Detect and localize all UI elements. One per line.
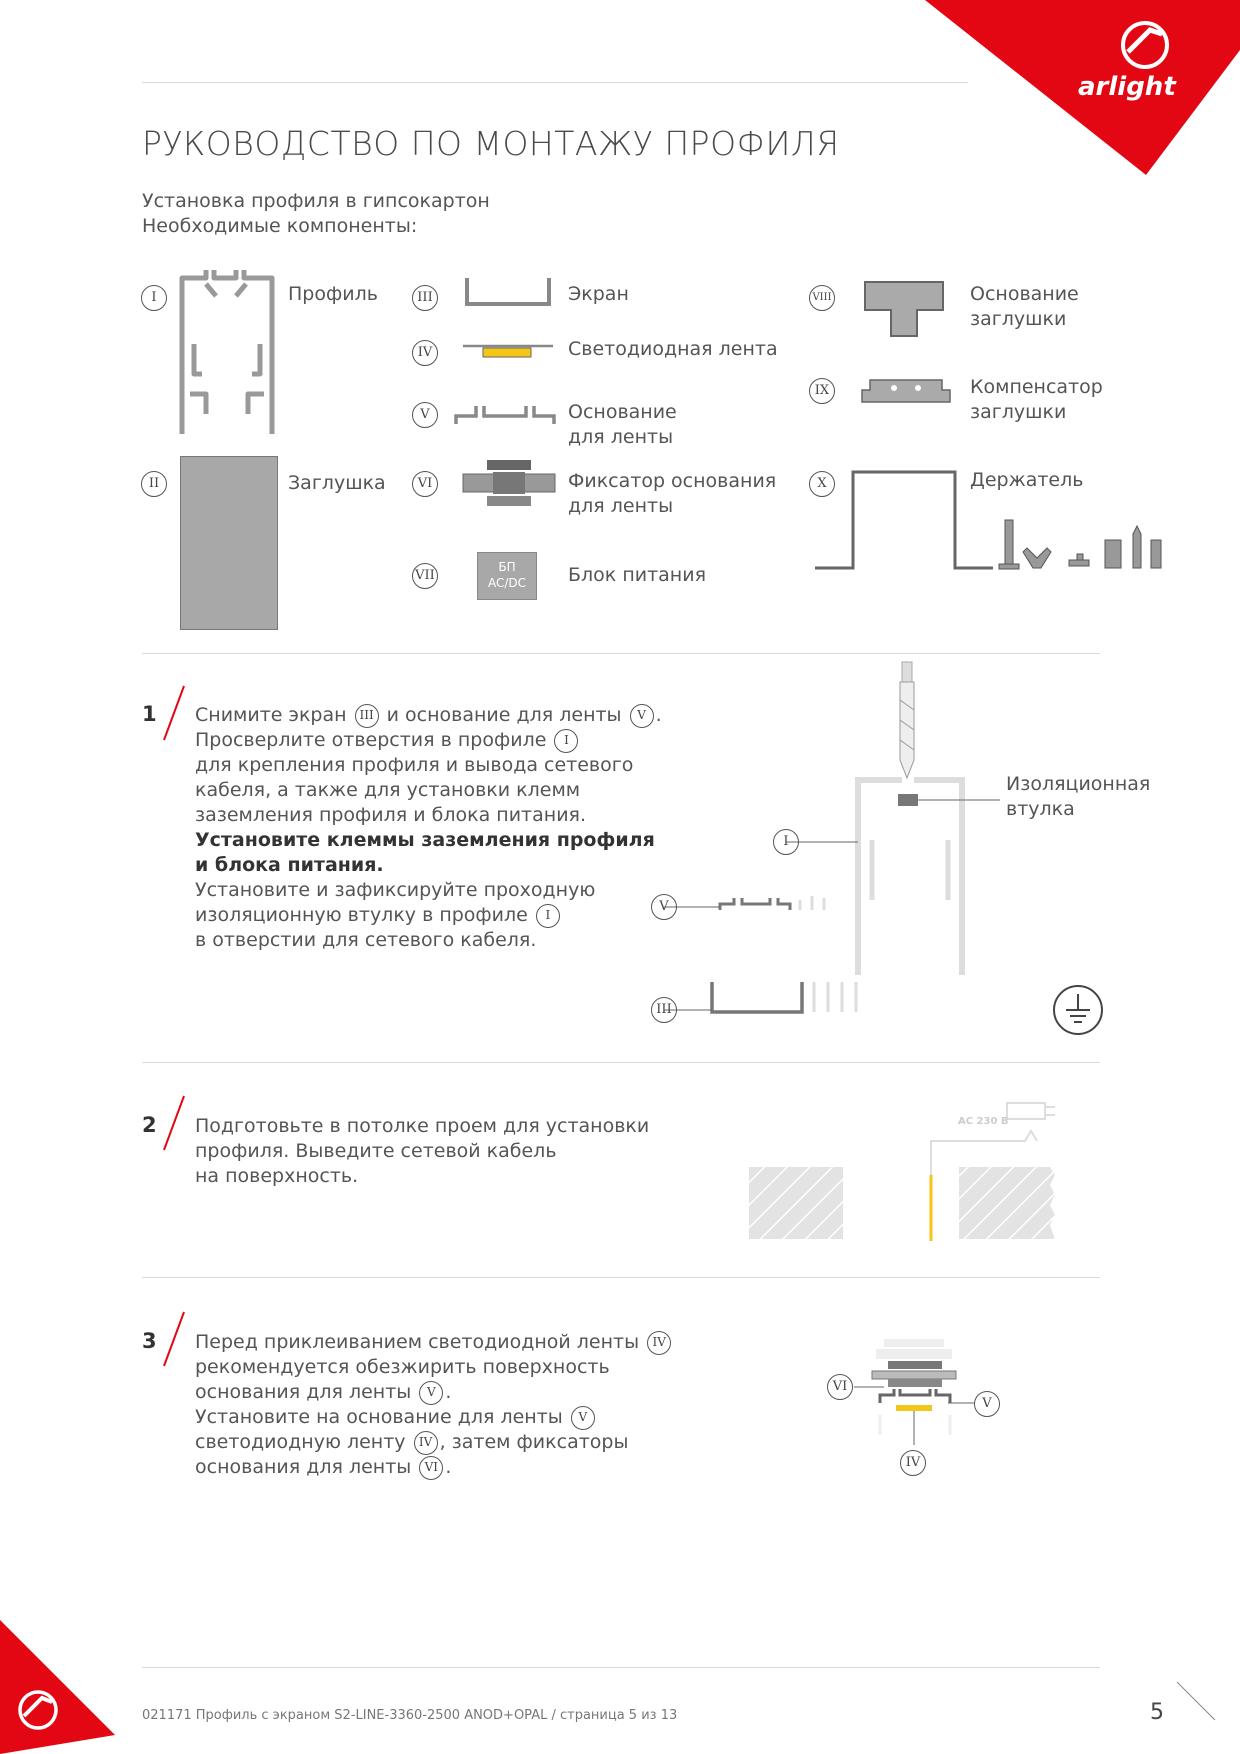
page-number: 5: [1150, 1700, 1164, 1725]
label-strip-base-2: для ленты: [568, 426, 674, 448]
step-3-line-4: Установите на основание для ленты: [195, 1406, 563, 1428]
badge-viii: VIII: [809, 285, 835, 311]
power-supply-icon: [477, 552, 537, 600]
label-compensator-1: Компенсатор: [970, 376, 1103, 398]
top-divider: [142, 82, 968, 83]
badge-v: V: [412, 402, 438, 428]
badge-vii: VII: [412, 563, 438, 589]
divider-3: [142, 1277, 1100, 1278]
profile-icon: [176, 264, 286, 439]
badge-vi: VI: [412, 471, 438, 497]
label-fixator-1: Фиксатор основания: [568, 470, 777, 492]
end-cap-icon: [180, 456, 278, 630]
ref-badge-v-3: V: [571, 1406, 595, 1430]
step-1-diagram: [640, 660, 1160, 1040]
screen-icon: [463, 276, 555, 310]
label-profile: Профиль: [288, 283, 378, 305]
step-2-voltage-label: AC 230 В: [958, 1116, 1009, 1127]
step-1-badge-v: V: [651, 894, 677, 920]
ref-badge-vi: VI: [419, 1456, 443, 1480]
ref-badge-i-2: I: [536, 904, 560, 928]
step-1-line-7: изоляционную втулку в профиле: [195, 904, 528, 926]
step-1-text: [195, 703, 662, 953]
step-2-ceiling-diagram: [745, 1095, 1065, 1245]
label-led-strip: Светодиодная лента: [568, 338, 778, 360]
step-1-bold-1: Установите клеммы заземления профиля: [195, 829, 655, 851]
step-3-line-5a: светодиодную ленту: [195, 1431, 406, 1453]
step-3-text: Перед приклеиванием светодиодной ленты IV рекомендуется обезжирить поверхность основания для ленты V . Установите на основание для ленты V светодиодную ленту IV , затем фиксаторы основания для ленты VI .: [195, 1330, 673, 1480]
step-1-badge-i: I: [773, 829, 799, 855]
label-compensator-2: заглушки: [970, 401, 1067, 423]
step-1-sleeve-label-2: втулка: [1006, 798, 1075, 820]
subtitle-components: Необходимые компоненты:: [142, 215, 418, 237]
step-1-number: 1: [142, 702, 157, 726]
step-1-line-1b: и основание для ленты: [386, 704, 622, 726]
badge-i: I: [141, 285, 167, 311]
label-holder: Держатель: [970, 469, 1084, 491]
footer-document-info: 021171 Профиль с экраном S2-LINE-3360-2500 ANOD+OPAL / страница 5 из 13: [142, 1708, 678, 1723]
step-2-number: 2: [142, 1113, 157, 1137]
ref-badge-i: I: [554, 729, 578, 753]
step-1-line-1a: Снимите экран: [195, 704, 347, 726]
step-2-line-1: Подготовьте в потолке проем для установки: [195, 1115, 650, 1137]
step-1-line-4: кабеля, а также для установки клемм: [195, 779, 581, 801]
step-1-line-8: в отверстии для сетевого кабеля.: [195, 929, 537, 951]
label-cap-base-2: заглушки: [970, 308, 1067, 330]
led-strip-icon: [463, 342, 555, 364]
brand-logo-text: arlight: [1078, 72, 1176, 102]
step-1-line-3: для крепления профиля и вывода сетевого: [195, 754, 634, 776]
step-1-line-6: Установите и зафиксируйте проходную: [195, 879, 596, 901]
ref-badge-v-2: V: [419, 1381, 443, 1405]
base-fixator-icon: [463, 460, 555, 510]
power-supply-label-1: БП: [498, 560, 516, 574]
step-1-sleeve-label-1: Изоляционная: [1006, 773, 1151, 795]
page-corner-line: [1175, 1680, 1225, 1730]
label-cap-base-1: Основание: [970, 283, 1079, 305]
step-1-slash: [160, 684, 190, 744]
brand-corner-bottom-left: [0, 1620, 130, 1750]
label-screen: Экран: [568, 283, 629, 305]
divider-2: [142, 1062, 1100, 1063]
step-1-line-1c: .: [655, 704, 662, 726]
step-3-badge-vi: VI: [827, 1374, 853, 1400]
step-3-line-5b: , затем фиксаторы: [439, 1431, 629, 1453]
step-2-line-3: на поверхность.: [195, 1165, 359, 1187]
step-3-line-3: основания для ленты: [195, 1381, 412, 1403]
ref-badge-iv: IV: [647, 1331, 671, 1355]
step-1-line-5: заземления профиля и блока питания.: [195, 804, 587, 826]
step-1-badge-iii: III: [651, 997, 677, 1023]
step-3-line-6: основания для ленты: [195, 1456, 412, 1478]
step-3-line-1: Перед приклеиванием светодиодной ленты: [195, 1331, 640, 1353]
step-2-slash: [160, 1094, 190, 1154]
step-3-badge-v: V: [974, 1391, 1000, 1417]
ref-badge-iv-2: IV: [414, 1431, 438, 1455]
power-supply-label-2: AC/DC: [487, 576, 527, 590]
step-2-line-2: профиля. Выведите сетевой кабель: [195, 1140, 557, 1162]
divider-1: [142, 653, 1100, 654]
badge-x: X: [809, 471, 835, 497]
ref-badge-v: V: [630, 704, 654, 728]
footer-divider: [142, 1667, 1100, 1668]
label-end-cap: Заглушка: [288, 472, 386, 494]
badge-iv: IV: [412, 340, 438, 366]
step-1-line-2: Просверлите отверстия в профиле: [195, 729, 547, 751]
subtitle-install: Установка профиля в гипсокартон: [142, 190, 490, 212]
step-1-bold-2: и блока питания.: [195, 854, 384, 876]
step-3-badge-iv: IV: [900, 1450, 926, 1476]
step-2-text: [195, 1114, 649, 1189]
badge-ix: IX: [809, 378, 835, 404]
label-fixator-2: для ленты: [568, 495, 674, 517]
badge-ii: II: [141, 471, 167, 497]
label-strip-base-1: Основание: [568, 401, 677, 423]
badge-iii: III: [412, 285, 438, 311]
cap-compensator-icon: [860, 376, 952, 404]
step-3-number: 3: [142, 1329, 157, 1353]
strip-base-icon: [454, 404, 558, 434]
cap-base-icon: [863, 280, 945, 338]
step-3-assembly-diagram: [860, 1335, 1040, 1475]
label-power-supply: Блок питания: [568, 564, 707, 586]
step-3-line-2: рекомендуется обезжирить поверхность: [195, 1356, 610, 1378]
ref-badge-iii: III: [355, 704, 379, 728]
page-title: РУКОВОДСТВО ПО МОНТАЖУ ПРОФИЛЯ: [142, 124, 840, 163]
step-3-slash: [160, 1310, 190, 1370]
